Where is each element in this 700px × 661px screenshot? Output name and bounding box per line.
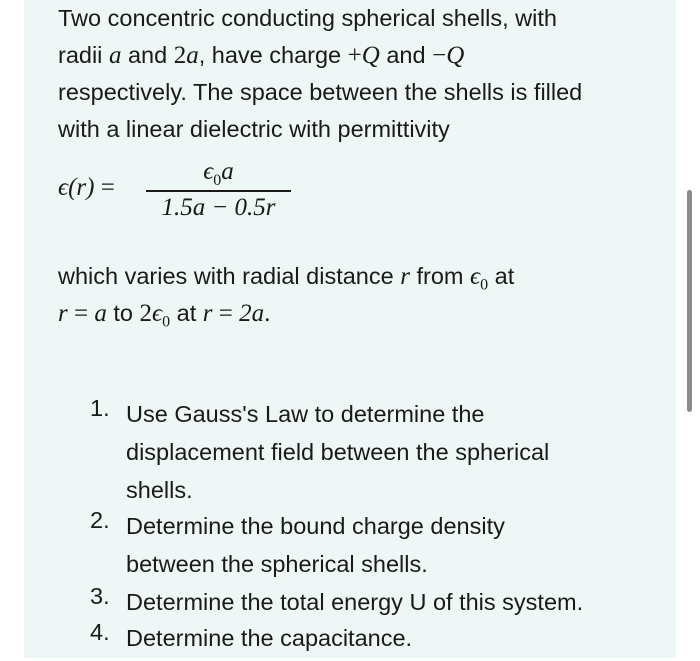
intro-line-1: Two concentric conducting spherical shells, with <box>58 5 557 31</box>
fraction-denominator: 1.5a − 0.5r <box>161 194 276 221</box>
intro-line-4: with a linear dielectric with permittivity <box>58 116 450 142</box>
question-text: Determine the bound charge density <box>126 513 505 539</box>
variation-line-2: r = a to $2\epsilon_0$ at r = 2a. <box>58 300 271 331</box>
question-text: between the spherical shells. <box>126 551 428 577</box>
question-text: Determine the total energy U of this system. <box>126 589 584 615</box>
vertical-scrollbar[interactable] <box>687 190 692 412</box>
question-number: 1. <box>90 395 110 421</box>
intro-line-3: respectively. The space between the shells is filled <box>58 79 583 105</box>
question-number: 2. <box>90 507 110 533</box>
question-number: 4. <box>90 619 110 645</box>
question-number: 3. <box>90 583 110 609</box>
question-text: shells. <box>126 477 193 503</box>
fraction-numerator: $\epsilon_0a$ <box>203 158 234 189</box>
question-text: displacement field between the spherical <box>126 439 550 465</box>
question-text: Determine the capacitance. <box>126 625 413 651</box>
variation-line-1: which varies with radial distance r from $\epsilon_0$ at <box>58 263 515 294</box>
fraction-bar <box>146 190 291 192</box>
equation-lhs: ϵ(r) = <box>58 174 115 201</box>
question-text: Use Gauss's Law to determine the <box>126 401 485 427</box>
intro-line-2: radii a and 2a, have charge +Q and −Q <box>58 42 465 69</box>
